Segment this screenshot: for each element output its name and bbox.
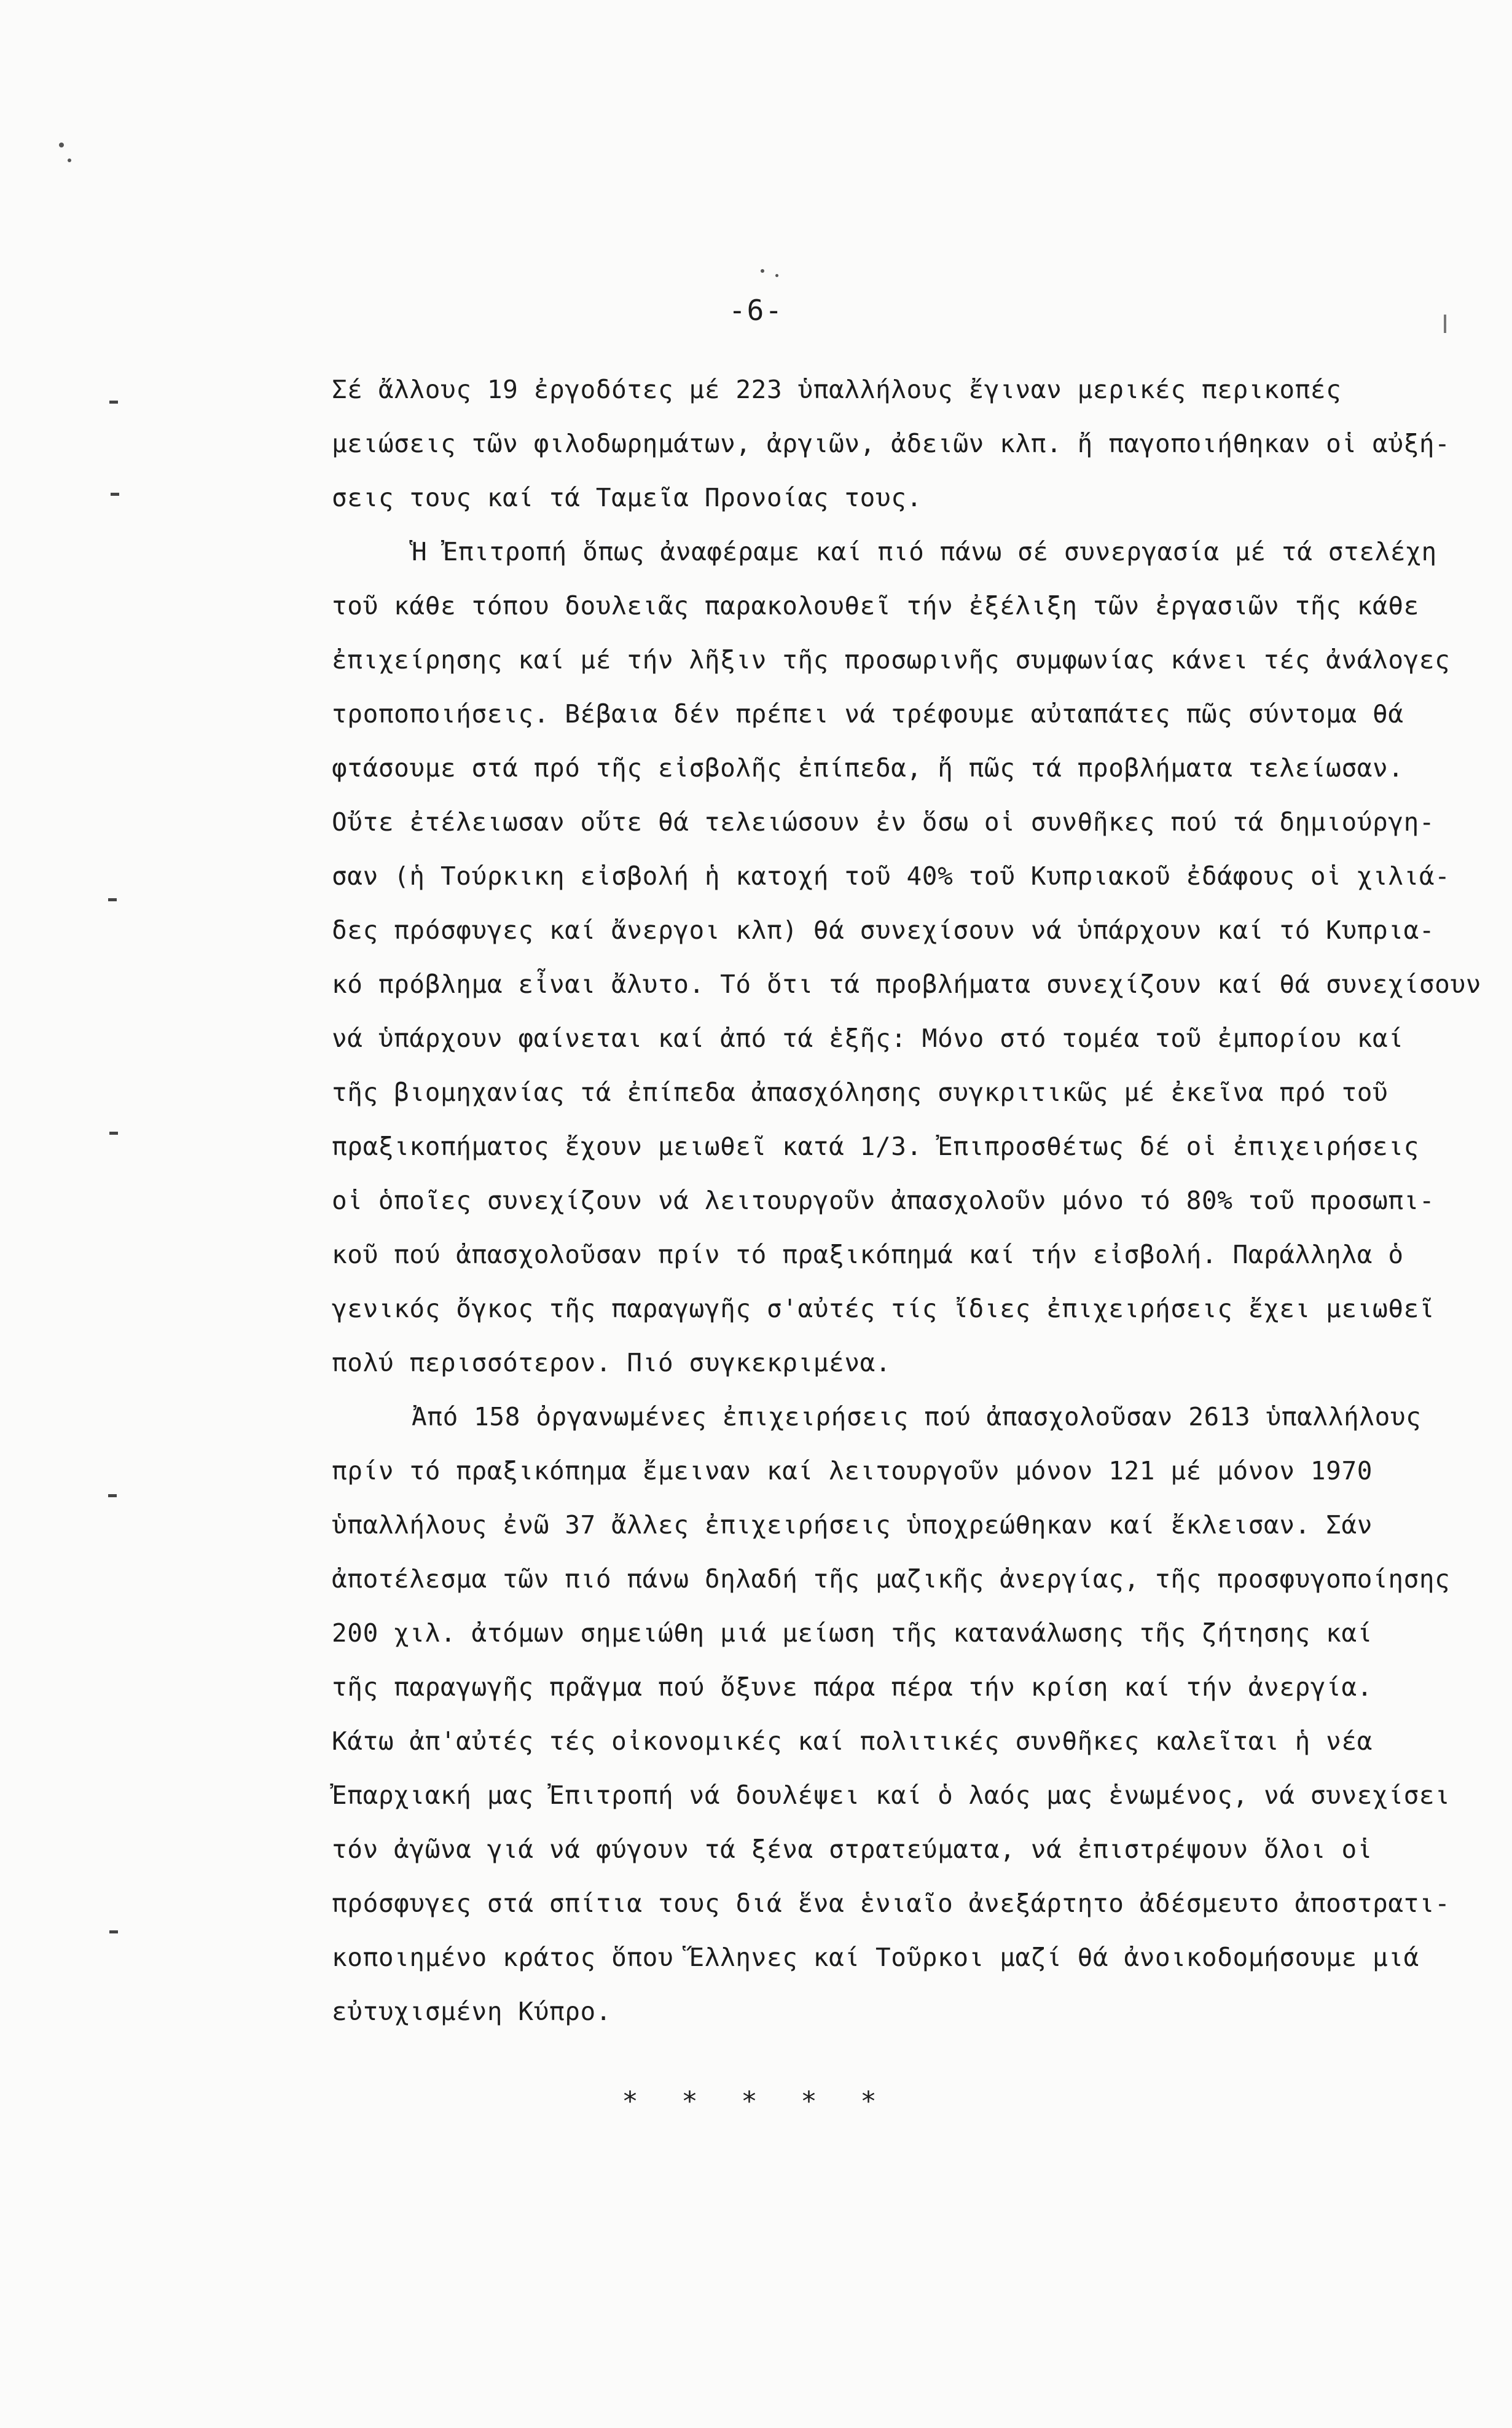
scan-speck xyxy=(775,274,778,277)
scan-speck xyxy=(761,269,764,273)
text-line: τροποποιήσεις. Βέβαια δέν πρέπει νά τρέφουμε αὐταπάτες πῶς σύντομα θά xyxy=(332,699,1404,729)
margin-dash xyxy=(108,898,117,901)
text-line: Ἀπό 158 ὀργανωμένες ἐπιχειρήσεις πού ἀπασχολοῦσαν 2613 ὑπαλλήλους xyxy=(412,1402,1422,1431)
margin-dash xyxy=(108,1494,117,1497)
scan-speck xyxy=(68,159,71,162)
margin-dash xyxy=(109,1132,118,1135)
page-number: -6- xyxy=(728,294,784,327)
text-line: Οὔτε ἐτέλειωσαν οὔτε θά τελειώσουν ἐν ὅσω οἱ συνθῆκες πού τά δημιούργη- xyxy=(332,807,1435,837)
scan-speck xyxy=(59,143,64,147)
text-line: τῆς παραγωγῆς πρᾶγμα πού ὄξυνε πάρα πέρα τήν κρίση καί τήν ἀνεργία. xyxy=(332,1672,1373,1702)
text-line: τῆς βιομηχανίας τά ἐπίπεδα ἀπασχόλησης συγκριτικῶς μέ ἐκεῖνα πρό τοῦ xyxy=(332,1078,1389,1107)
section-ornament: * * * * * xyxy=(622,2086,890,2117)
text-line: οἱ ὁποῖες συνεχίζουν νά λειτουργοῦν ἀπασχολοῦν μόνο τό 80% τοῦ προσωπι- xyxy=(332,1186,1435,1215)
text-line: τόν ἀγῶνα γιά νά φύγουν τά ξένα στρατεύματα, νά ἐπιστρέψουν ὅλοι οἱ xyxy=(332,1835,1373,1864)
text-line: πραξικοπήματος ἔχουν μειωθεῖ κατά 1/3. Ἐπιπροσθέτως δέ οἱ ἐπιχειρήσεις xyxy=(332,1132,1419,1161)
text-line: Σέ ἄλλους 19 ἐργοδότες μέ 223 ὑπαλλήλους ἔγιναν μερικές περικοπές xyxy=(332,375,1342,404)
text-line: κοῦ πού ἀπασχολοῦσαν πρίν τό πραξικόπημά καί τήν εἰσβολή. Παράλληλα ὁ xyxy=(332,1240,1404,1269)
text-line: Κάτω ἀπ'αὐτές τές οἰκονομικές καί πολιτικές συνθῆκες καλεῖται ἡ νέα xyxy=(332,1726,1373,1756)
margin-dash xyxy=(109,1930,118,1933)
text-line: κό πρόβλημα εἶναι ἄλυτο. Τό ὅτι τά προβλήματα συνεχίζουν καί θά συνεχίσουν xyxy=(332,969,1482,999)
text-line: Ἐπαρχιακή μας Ἐπιτροπή νά δουλέψει καί ὁ λαός μας ἑνωμένος, νά συνεχίσει xyxy=(332,1780,1451,1810)
text-line: πρόσφυγες στά σπίτια τους διά ἕνα ἑνιαῖο ἀνεξάρτητο ἀδέσμευτο ἀποστρατι- xyxy=(332,1889,1451,1918)
text-line: πρίν τό πραξικόπημα ἔμειναν καί λειτουργοῦν μόνον 121 μέ μόνον 1970 xyxy=(332,1456,1373,1486)
margin-dash xyxy=(111,493,119,496)
text-line: πολύ περισσότερον. Πιό συγκεκριμένα. xyxy=(332,1348,891,1377)
text-line: εὐτυχισμένη Κύπρο. xyxy=(332,1997,612,2026)
text-line: σεις τους καί τά Ταμεῖα Προνοίας τους. xyxy=(332,483,922,512)
text-line: ὑπαλλήλους ἐνῶ 37 ἄλλες ἐπιχειρήσεις ὑποχρεώθηκαν καί ἔκλεισαν. Σάν xyxy=(332,1510,1373,1540)
text-line: Ἡ Ἐπιτροπή ὅπως ἀναφέραμε καί πιό πάνω σέ συνεργασία μέ τά στελέχη xyxy=(412,537,1437,566)
text-line: σαν (ἡ Τούρκικη εἰσβολή ἡ κατοχή τοῦ 40% τοῦ Κυπριακοῦ ἐδάφους οἱ χιλιά- xyxy=(332,861,1451,891)
text-line: νά ὑπάρχουν φαίνεται καί ἀπό τά ἑξῆς: Μόνο στό τομέα τοῦ ἐμπορίου καί xyxy=(332,1024,1404,1053)
text-line: γενικός ὄγκος τῆς παραγωγῆς σ'αὐτές τίς ἴδιες ἐπιχειρήσεις ἔχει μειωθεῖ xyxy=(332,1294,1435,1323)
text-line: ἐπιχείρησης καί μέ τήν λῆξιν τῆς προσωρινῆς συμφωνίας κάνει τές ἀνάλογες xyxy=(332,645,1451,675)
text-line: τοῦ κάθε τόπου δουλειᾶς παρακολουθεῖ τήν ἐξέλιξη τῶν ἐργασιῶν τῆς κάθε xyxy=(332,591,1419,621)
text-line: ἀποτέλεσμα τῶν πιό πάνω δηλαδή τῆς μαζικῆς ἀνεργίας, τῆς προσφυγοποίησης xyxy=(332,1564,1451,1594)
text-line: 200 χιλ. ἀτόμων σημειώθη μιά μείωση τῆς κατανάλωσης τῆς ζήτησης καί xyxy=(332,1618,1373,1648)
text-line: δες πρόσφυγες καί ἄνεργοι κλπ) θά συνεχίσουν νά ὑπάρχουν καί τό Κυπρια- xyxy=(332,915,1435,945)
text-line: φτάσουμε στά πρό τῆς εἰσβολῆς ἐπίπεδα, ἤ πῶς τά προβλήματα τελείωσαν. xyxy=(332,753,1404,783)
text-line: κοποιημένο κράτος ὅπου Ἕλληνες καί Τοῦρκοι μαζί θά ἀνοικοδομήσουμε μιά xyxy=(332,1943,1419,1972)
margin-dash xyxy=(109,401,118,404)
body-text xyxy=(332,362,1481,2038)
text-line: μειώσεις τῶν φιλοδωρημάτων, ἀργιῶν, ἀδειῶν κλπ. ἤ παγοποιήθηκαν οἱ αὐξή- xyxy=(332,429,1451,458)
